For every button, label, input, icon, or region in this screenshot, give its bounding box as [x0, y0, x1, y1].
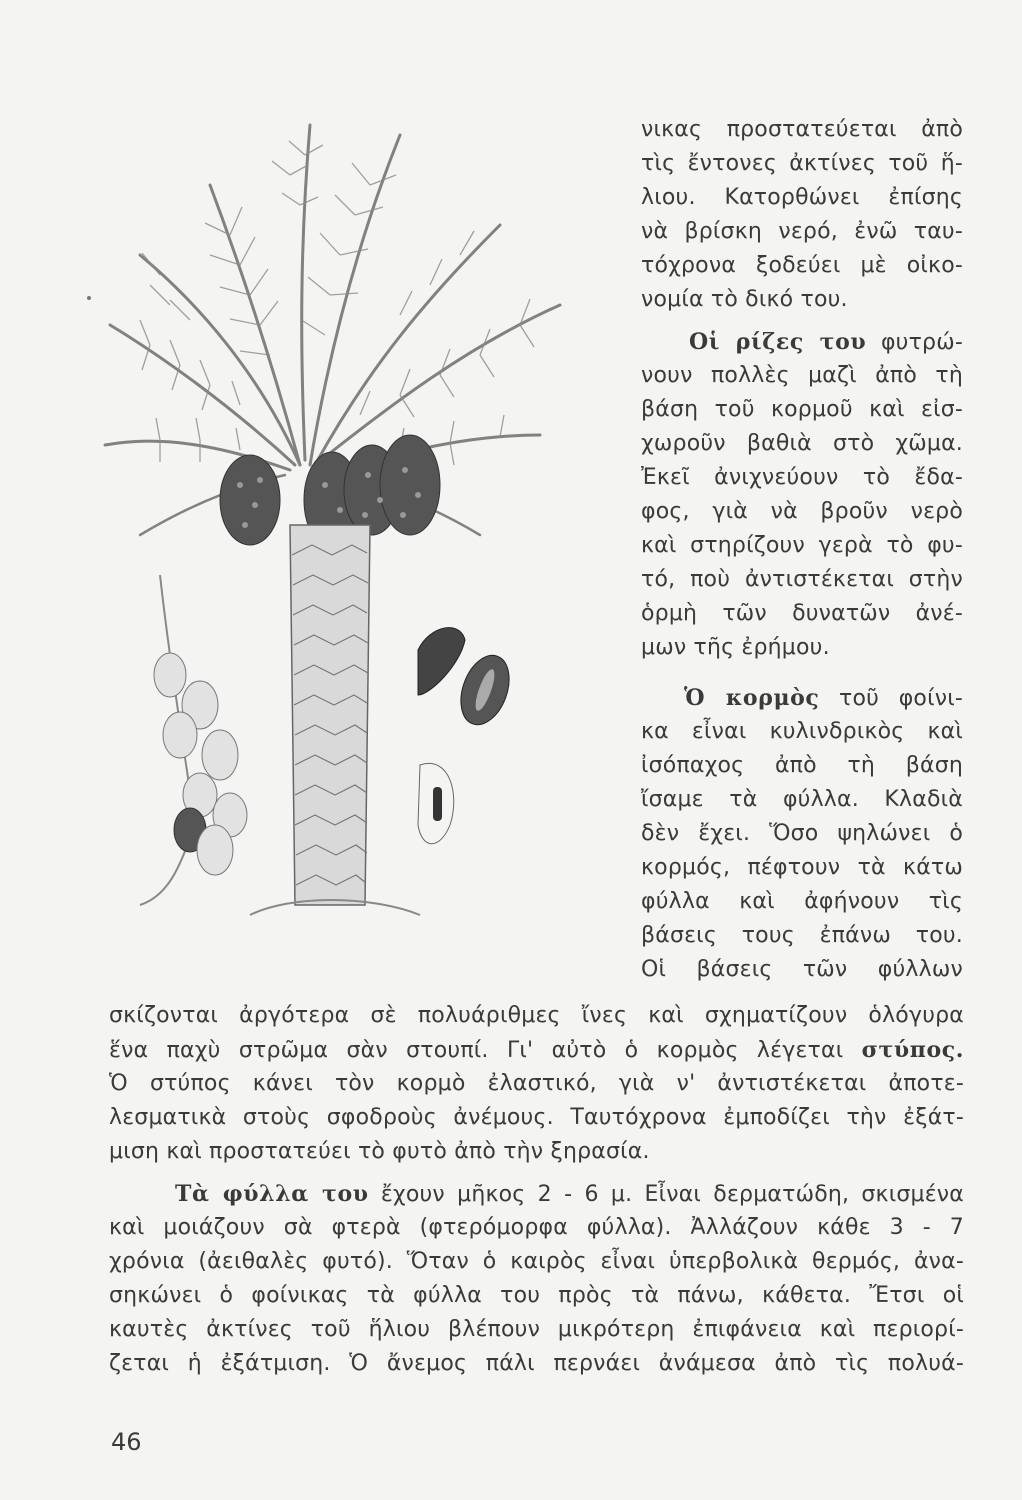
text-line: μιση καὶ προστατεύει τὸ φυτὸ ἀπὸ τὴν ξηρασία. [109, 1139, 650, 1164]
text-line: Ἐκεῖ ἀνιχνεύουν τὸ ἔδα- [641, 465, 963, 490]
text-line: νικας προστατεύεται ἀπὸ [641, 117, 963, 142]
text-line: χωροῦν βαθιὰ στὸ χῶμα. [641, 431, 963, 456]
text-line: φύλλα καὶ ἀφήνουν τὶς [641, 889, 963, 914]
paragraph-trunk-first-line: Ὁ κορμὸς τοῦ φοίνι- [684, 685, 963, 711]
text-line: λιου. Κατορθώνει ἐπίσης [641, 185, 963, 210]
text-line: καυτὲς ἀκτίνες τοῦ ἥλιου βλέπουν μικρότερη ἐπιφάνεια καὶ περιορί- [109, 1317, 964, 1342]
text-line: ἴσαμε τὰ φύλλα. Κλαδιὰ [641, 787, 963, 812]
text-line: καὶ μοιάζουν σὰ φτερὰ (φτερόμορφα φύλλα). Ἀλλάζουν κάθε 3 - 7 [109, 1215, 964, 1240]
roots-heading: Οἱ ρίζες του [689, 329, 867, 355]
stypos-term: στύπος. [861, 1037, 964, 1063]
text-line: βάση τοῦ κορμοῦ καὶ εἰσ- [641, 397, 963, 422]
text-line: κορμός, πέφτουν τὰ κάτω [641, 855, 963, 880]
text-line: βάσεις τους ἐπάνω του. [641, 923, 963, 948]
text-line: κα εἶναι κυλινδρικὸς καὶ [641, 719, 963, 744]
text-line: τόχρονα ξοδεύει μὲ οἰκο- [641, 253, 963, 278]
text-line: σκίζονται ἀργότερα σὲ πολυάριθμες ἴνες καὶ σχηματίζουν ὁλόγυρα [109, 1003, 964, 1028]
text-line: νομία τὸ δικό του. [641, 287, 848, 312]
text-line: φος, γιὰ νὰ βροῦν νερὸ [641, 499, 963, 524]
text-line: ζεται ἡ ἐξάτμιση. Ὁ ἄνεμος πάλι περνάει ἀνάμεσα ἀπὸ τὶς πολυά- [109, 1351, 964, 1376]
print-speck [87, 296, 91, 300]
text-line: ὁρμὴ τῶν δυνατῶν ἀνέ- [641, 601, 963, 626]
text-line: Ὁ στύπος κάνει τὸν κορμὸ ἐλαστικό, γιὰ ν' ἀντιστέκεται ἀποτε- [109, 1071, 964, 1096]
leaves-heading: Τὰ φύλλα του [175, 1181, 369, 1207]
text-line: λεσματικὰ στοὺς σφοδροὺς ἀνέμους. Ταυτόχρονα ἐμποδίζει τὴν ἐξάτ- [109, 1105, 964, 1130]
text-line: σηκώνει ὁ φοίνικας τὰ φύλλα του πρὸς τὰ πάνω, κάθετα. Ἔτσι οἱ [109, 1283, 964, 1308]
text-line: ἕνα παχὺ στρῶμα σὰν στουπί. Γι' αὐτὸ ὁ κορμὸς λέγεται στύπος. [109, 1037, 964, 1063]
trunk-heading: Ὁ κορμὸς [684, 685, 820, 711]
text-line: ἰσόπαχος ἀπὸ τὴ βάση [641, 753, 963, 778]
page-number: 46 [111, 1428, 142, 1456]
text-line: καὶ στηρίζουν γερὰ τὸ φυ- [641, 533, 963, 558]
text-line: νουν πολλὲς μαζὶ ἀπὸ τὴ [641, 363, 963, 388]
paragraph-roots-first-line: Οἱ ρίζες του φυτρώ- [689, 329, 963, 355]
text-line: νὰ βρίσκη νερό, ἐνῶ ταυ- [641, 219, 963, 244]
text-line: δὲν ἔχει. Ὅσο ψηλώνει ὁ [641, 821, 963, 846]
text-line: τό, ποὺ ἀντιστέκεται στὴν [641, 567, 963, 592]
text-line: μων τῆς ἐρήμου. [641, 635, 830, 660]
text-line: χρόνια (ἀειθαλὲς φυτό). Ὅταν ὁ καιρὸς εἶναι ὑπερβολικὰ θερμός, ἀνα- [109, 1249, 964, 1274]
text-line: τὶς ἔντονες ἀκτίνες τοῦ ἥ- [641, 151, 963, 176]
text-line: Οἱ βάσεις τῶν φύλλων [641, 957, 963, 982]
paragraph-leaves-first-line: Τὰ φύλλα του ἔχουν μῆκος 2 - 6 μ. Εἶναι δερματώδη, σκισμένα [175, 1181, 964, 1207]
date-palm-illustration [100, 105, 640, 935]
